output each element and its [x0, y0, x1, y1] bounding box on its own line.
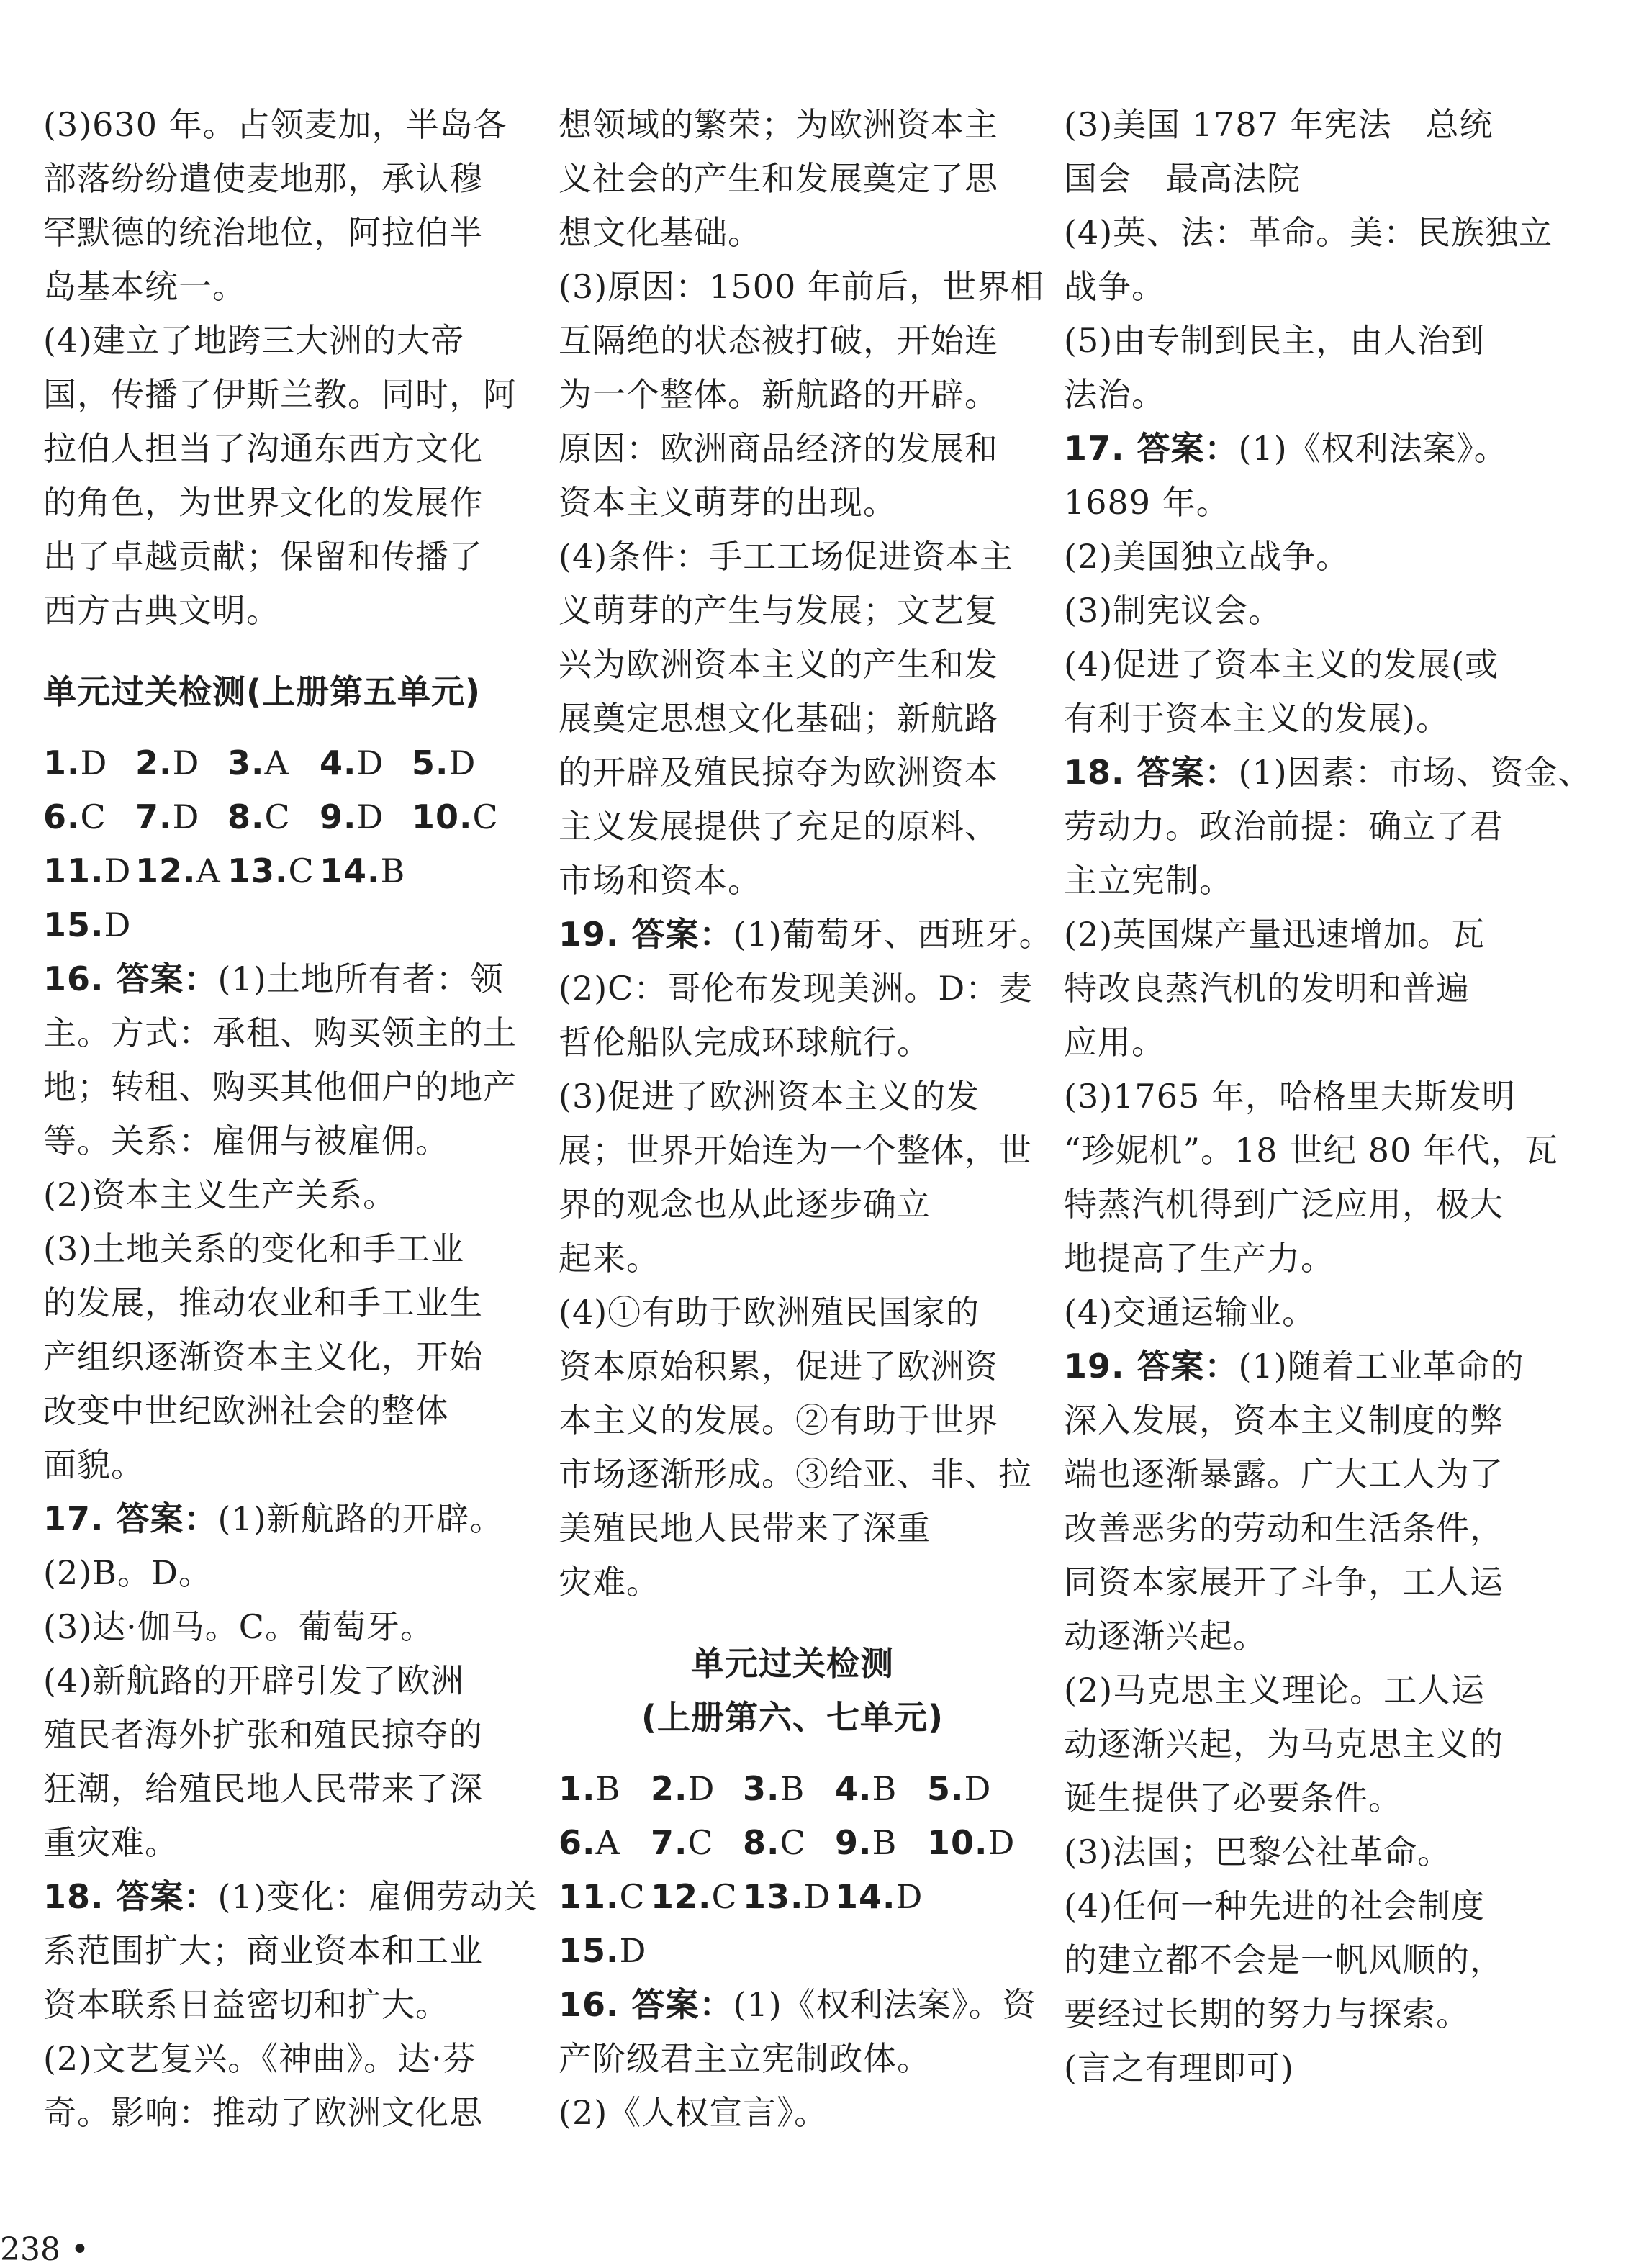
answer-text-line: (3)1765 年，哈格里夫斯发明 [1064, 1077, 1516, 1116]
answer-text-line: 有利于资本主义的发展)。 [1064, 699, 1450, 738]
answer-text-line: 产阶级君主立宪制政体。 [559, 2039, 931, 2078]
question-number: 15. [559, 1931, 620, 1970]
choice-answer [559, 1762, 651, 1816]
answer-text-line: (3)土地关系的变化和手工业 [43, 1229, 465, 1268]
answer-letter: D [80, 744, 108, 782]
choice-answer [835, 1762, 927, 1816]
answer-text-line [1064, 1339, 1532, 1393]
question-number: 11. [43, 851, 104, 890]
choice-answer [135, 790, 227, 844]
question-number: 4. [320, 744, 357, 782]
answer-text-line: 面貌。 [43, 1445, 145, 1484]
answer-text-line [1064, 422, 1532, 476]
answer-letter: B [872, 1823, 898, 1862]
choice-answer [559, 1870, 651, 1924]
answer-text-line [559, 1978, 1036, 2032]
answer-text-line: (3)制宪议会。 [1064, 591, 1283, 630]
choice-answer-row [559, 1816, 1026, 1870]
choice-answer [320, 844, 420, 898]
answer-letter: D [356, 798, 384, 836]
question-number: 8. [227, 798, 265, 836]
answer-text-line: 岛基本统一。 [43, 267, 246, 306]
answer-text-line: 劳动力。政治前提：确立了君 [1064, 807, 1504, 846]
answer-label: 17. 答案： [1064, 429, 1239, 468]
question-number: 14. [320, 851, 381, 890]
answer-text-line: (3)630 年。占领麦加，半岛各 [43, 105, 507, 144]
answer-text-line: 国，传播了伊斯兰教。同时，阿 [43, 375, 517, 414]
answer-text-line: 资本联系日益密切和扩大。 [43, 1985, 449, 2024]
choice-answer [743, 1816, 835, 1870]
choice-answer [227, 844, 320, 898]
question-number: 3. [743, 1769, 780, 1808]
choice-answer [320, 790, 412, 844]
answer-text-line: 深入发展，资本主义制度的弊 [1064, 1401, 1504, 1440]
answer-text-line: (2)《人权宣言》。 [559, 2093, 828, 2132]
answer-text-line: 地提高了生产力。 [1064, 1239, 1334, 1278]
answer-text-line: (4)新航路的开辟引发了欧洲 [43, 1661, 465, 1700]
answer-text-line: 灾难。 [559, 1563, 660, 1601]
answer-text-line: (2)英国煤产量迅速增加。瓦 [1064, 915, 1486, 954]
question-number: 1. [43, 744, 81, 782]
question-number: 9. [320, 798, 357, 836]
answer-text-line: (2)马克思主义理论。工人运 [1064, 1671, 1486, 1709]
question-number: 15. [43, 905, 104, 944]
answer-text-line: 等。关系：雇佣与被雇佣。 [43, 1121, 449, 1160]
answer-letter: D [104, 851, 132, 890]
answer-text-line: 资本主义萌芽的出现。 [559, 483, 897, 522]
choice-answer [835, 1870, 936, 1924]
choice-answer [927, 1816, 1028, 1870]
choice-answer-row [43, 844, 511, 898]
section-heading: 单元过关检测(上册第五单元) [43, 672, 482, 711]
answer-text-line: 特改良蒸汽机的发明和普遍 [1064, 969, 1470, 1008]
answer-text-line: 的角色，为世界文化的发展作 [43, 483, 483, 522]
answer-letter: B [780, 1769, 805, 1808]
answer-text-line: (3)达·伽马。C。葡萄牙。 [43, 1607, 434, 1646]
answer-text-line: 想文化基础。 [559, 213, 762, 252]
answer-text-line: 系范围扩大；商业资本和工业 [43, 1931, 483, 1970]
question-number: 3. [227, 744, 265, 782]
answer-text-line: 展奠定思想文化基础；新航路 [559, 699, 998, 738]
answer-label: 16. 答案： [43, 959, 218, 998]
answer-letter: C [619, 1877, 646, 1916]
answer-text-line: 出了卓越贡献；保留和传播了 [43, 537, 483, 576]
answer-text-line: 本主义的发展。②有助于世界 [559, 1401, 998, 1440]
answer-text-line: 特蒸汽机得到广泛应用，极大 [1064, 1185, 1504, 1224]
question-number: 10. [412, 798, 473, 836]
choice-answer [651, 1870, 743, 1924]
answer-label: 18. 答案： [43, 1877, 218, 1916]
answer-letter: A [196, 851, 221, 890]
answer-text-line: 动逐渐兴起，为马克思主义的 [1064, 1725, 1504, 1763]
choice-answer-row [559, 1924, 1026, 1978]
answer-text-line: 改善恶劣的劳动和生活条件， [1064, 1509, 1504, 1548]
answer-text-line: (5)由专制到民主，由人治到 [1064, 321, 1486, 360]
answer-letter: D [619, 1931, 647, 1970]
answer-text-line [43, 1870, 538, 1924]
answer-text-line: (3)美国 1787 年宪法 总统 [1064, 105, 1494, 144]
choice-answer-row [43, 736, 511, 790]
choice-answer [412, 736, 512, 790]
answer-letter: D [172, 798, 200, 836]
answer-letter: C [687, 1823, 714, 1862]
choice-answer [559, 1924, 659, 1978]
answer-text-line: (4)条件：手工工场促进资本主 [559, 537, 1014, 576]
answer-text-line: 殖民者海外扩张和殖民掠夺的 [43, 1715, 483, 1754]
answer-text-line: 法治。 [1064, 375, 1165, 414]
question-number: 5. [412, 744, 449, 782]
question-number: 2. [135, 744, 173, 782]
answer-text-line: 市场逐渐形成。③给亚、非、拉 [559, 1455, 1032, 1494]
answer-letter: D [448, 744, 476, 782]
answer-letter: B [595, 1769, 621, 1808]
answer-text-line [1064, 746, 1592, 800]
answer-letter: D [356, 744, 384, 782]
answer-letter: D [172, 744, 200, 782]
answer-text-line: 的发展，推动农业和手工业生 [43, 1283, 483, 1322]
choice-answer [743, 1870, 835, 1924]
answer-text-line: (2)C：哥伦布发现美洲。D：麦 [559, 969, 1034, 1008]
answer-text-line: 动逐渐兴起。 [1064, 1617, 1267, 1655]
choice-answer [43, 736, 135, 790]
answer-text-line: (4)任何一种先进的社会制度 [1064, 1887, 1486, 1925]
answer-text-line: 市场和资本。 [559, 861, 762, 900]
answer-text-line: 主义发展提供了充足的原料、 [559, 807, 998, 846]
answer-text-line: 拉伯人担当了沟通东西方文化 [43, 429, 483, 468]
answer-text: (1)《权利法案》。资 [733, 1985, 1036, 2024]
choice-answer [412, 790, 512, 844]
answer-text-line: 资本原始积累，促进了欧洲资 [559, 1347, 998, 1386]
answer-text-line: 奇。影响：推动了欧洲文化思 [43, 2093, 483, 2132]
choice-answer [835, 1816, 927, 1870]
answer-label: 19. 答案： [1064, 1347, 1239, 1386]
answer-text-line: 美殖民地人民带来了深重 [559, 1509, 931, 1548]
answer-text-line: (3)促进了欧洲资本主义的发 [559, 1077, 980, 1116]
answer-text-line: (3)法国；巴黎公社革命。 [1064, 1833, 1452, 1871]
choice-answer [651, 1762, 743, 1816]
answer-text-line: 主立宪制。 [1064, 861, 1233, 900]
question-number: 7. [651, 1823, 688, 1862]
answer-text-line: (4)促进了资本主义的发展(或 [1064, 645, 1499, 684]
question-number: 13. [227, 851, 289, 890]
answer-letter: B [380, 851, 406, 890]
answer-text-line: 兴为欧洲资本主义的产生和发 [559, 645, 998, 684]
answer-label: 17. 答案： [43, 1499, 218, 1538]
question-number: 6. [559, 1823, 596, 1862]
answer-text-line: (4)建立了地跨三大洲的大帝 [43, 321, 465, 360]
section-heading: (上册第六、七单元) [641, 1698, 944, 1737]
answer-letter: D [803, 1877, 831, 1916]
answer-text-line: 重灾难。 [43, 1823, 179, 1862]
answer-text-line: 展；世界开始连为一个整体，世 [559, 1131, 1032, 1170]
answer-text-line: 主。方式：承租、购买领主的土 [43, 1013, 517, 1052]
answer-text-line: (2)资本主义生产关系。 [43, 1175, 397, 1214]
answer-text-line: (2)B。D。 [43, 1553, 212, 1592]
answer-text: (1)葡萄牙、西班牙。 [733, 915, 1053, 954]
choice-answer [927, 1762, 1028, 1816]
question-number: 8. [743, 1823, 780, 1862]
question-number: 9. [835, 1823, 872, 1862]
answer-text-line: (4)交通运输业。 [1064, 1293, 1316, 1332]
answer-text-line: 义萌芽的产生与发展；文艺复 [559, 591, 998, 630]
answer-text-line: 的开辟及殖民掠夺为欧洲资本 [559, 753, 998, 792]
answer-text-line: 的建立都不会是一帆风顺的， [1064, 1941, 1504, 1979]
answer-letter: C [288, 851, 315, 890]
answer-text-line: 端也逐渐暴露。广大工人为了 [1064, 1455, 1504, 1494]
section-heading: 单元过关检测 [691, 1644, 894, 1683]
question-number: 11. [559, 1877, 620, 1916]
answer-letter: A [595, 1823, 620, 1862]
answer-text-line: (4)英、法：革命。美：民族独立 [1064, 213, 1553, 252]
answer-text-line: 哲伦船队完成环球航行。 [559, 1023, 931, 1062]
answer-text-line: 原因：欧洲商品经济的发展和 [559, 429, 998, 468]
page-number: 238 • [0, 2231, 89, 2268]
answer-letter: C [80, 798, 107, 836]
choice-answer [135, 844, 227, 898]
answer-label: 19. 答案： [559, 915, 733, 954]
answer-letter: D [895, 1877, 923, 1916]
answer-letter: D [104, 905, 132, 944]
choice-answer-row [43, 790, 511, 844]
answer-letter: A [264, 744, 289, 782]
column-right [1064, 98, 1592, 2095]
choice-answer [135, 736, 227, 790]
answer-text-line: 战争。 [1064, 267, 1165, 306]
answer-text: (1)土地所有者：领 [217, 959, 504, 998]
choice-answer [651, 1816, 743, 1870]
answer-text-line: (2)美国独立战争。 [1064, 537, 1350, 576]
answer-letter: D [988, 1823, 1016, 1862]
answer-text-line [559, 908, 1053, 962]
choice-answer-row [43, 898, 511, 952]
choice-answer [43, 844, 135, 898]
answer-text-line: 部落纷纷遣使麦地那，承认穆 [43, 159, 483, 198]
answer-text-line: (3)原因：1500 年前后，世界相 [559, 267, 1044, 306]
choice-answer-row [559, 1762, 1026, 1816]
answer-text: (1)新航路的开辟。 [217, 1499, 504, 1538]
answer-text: (1)随着工业革命的 [1238, 1347, 1524, 1386]
answer-letter: C [711, 1877, 738, 1916]
question-number: 6. [43, 798, 81, 836]
answer-text-line: 产组织逐渐资本主义化，开始 [43, 1337, 483, 1376]
answer-label: 16. 答案： [559, 1985, 733, 2024]
answer-text-line: 改变中世纪欧洲社会的整体 [43, 1391, 449, 1430]
answer-label: 18. 答案： [1064, 753, 1239, 792]
answer-text-line: (4)①有助于欧洲殖民国家的 [559, 1293, 980, 1332]
answer-text-line: 诞生提供了必要条件。 [1064, 1779, 1402, 1817]
question-number: 10. [927, 1823, 988, 1862]
answer-text-line: 界的观念也从此逐步确立 [559, 1185, 931, 1224]
answer-text-line: 同资本家展开了斗争，工人运 [1064, 1563, 1504, 1601]
answer-text-line: 要经过长期的努力与探索。 [1064, 1994, 1470, 2033]
answer-text-line: 国会 最高法院 [1064, 159, 1301, 198]
question-number: 12. [135, 851, 196, 890]
answer-text-line [43, 952, 511, 1006]
answer-letter: D [964, 1769, 992, 1808]
choice-answer [227, 790, 320, 844]
choice-answer [320, 736, 412, 790]
answer-text-line: 想领域的繁荣；为欧洲资本主 [559, 105, 998, 144]
question-number: 5. [927, 1769, 964, 1808]
answer-text-line: 起来。 [559, 1239, 660, 1278]
answer-text-line: 地；转租、购买其他佃户的地产 [43, 1067, 517, 1106]
answer-text-line: 狂潮，给殖民地人民带来了深 [43, 1769, 483, 1808]
column-left [43, 98, 538, 2140]
answer-text: (1)《权利法案》。 [1238, 429, 1508, 468]
answer-letter: C [264, 798, 291, 836]
answer-text-line: 互隔绝的状态被打破，开始连 [559, 321, 998, 360]
answer-text-line: (言之有理即可) [1064, 2048, 1294, 2087]
answer-text-line: 罕默德的统治地位，阿拉伯半 [43, 213, 483, 252]
answer-text-line: 西方古典文明。 [43, 591, 280, 630]
question-number: 7. [135, 798, 173, 836]
answer-letter: D [687, 1769, 715, 1808]
choice-answer [743, 1762, 835, 1816]
answer-text-line: 为一个整体。新航路的开辟。 [559, 375, 998, 414]
answer-letter: C [780, 1823, 806, 1862]
choice-answer [227, 736, 320, 790]
question-number: 12. [651, 1877, 712, 1916]
answer-letter: C [472, 798, 499, 836]
choice-answer [559, 1816, 651, 1870]
answer-text: (1)因素：市场、资金、 [1238, 753, 1592, 792]
answer-letter: B [872, 1769, 898, 1808]
column-middle [559, 98, 1053, 2140]
answer-text-line: 1689 年。 [1064, 483, 1230, 522]
answer-text: (1)变化：雇佣劳动关 [217, 1877, 538, 1916]
answer-text-line: 应用。 [1064, 1023, 1165, 1062]
answer-text-line: (2)文艺复兴。《神曲》。达·芬 [43, 2039, 476, 2078]
question-number: 4. [835, 1769, 872, 1808]
choice-answer [43, 898, 144, 952]
question-number: 1. [559, 1769, 596, 1808]
question-number: 14. [835, 1877, 896, 1916]
answer-text-line: 义社会的产生和发展奠定了思 [559, 159, 998, 198]
answer-text-line: “珍妮机”。18 世纪 80 年代，瓦 [1064, 1131, 1558, 1170]
choice-answer [43, 790, 135, 844]
answer-text-line [43, 1492, 511, 1546]
question-number: 13. [743, 1877, 804, 1916]
question-number: 2. [651, 1769, 688, 1808]
choice-answer-row [559, 1870, 1026, 1924]
